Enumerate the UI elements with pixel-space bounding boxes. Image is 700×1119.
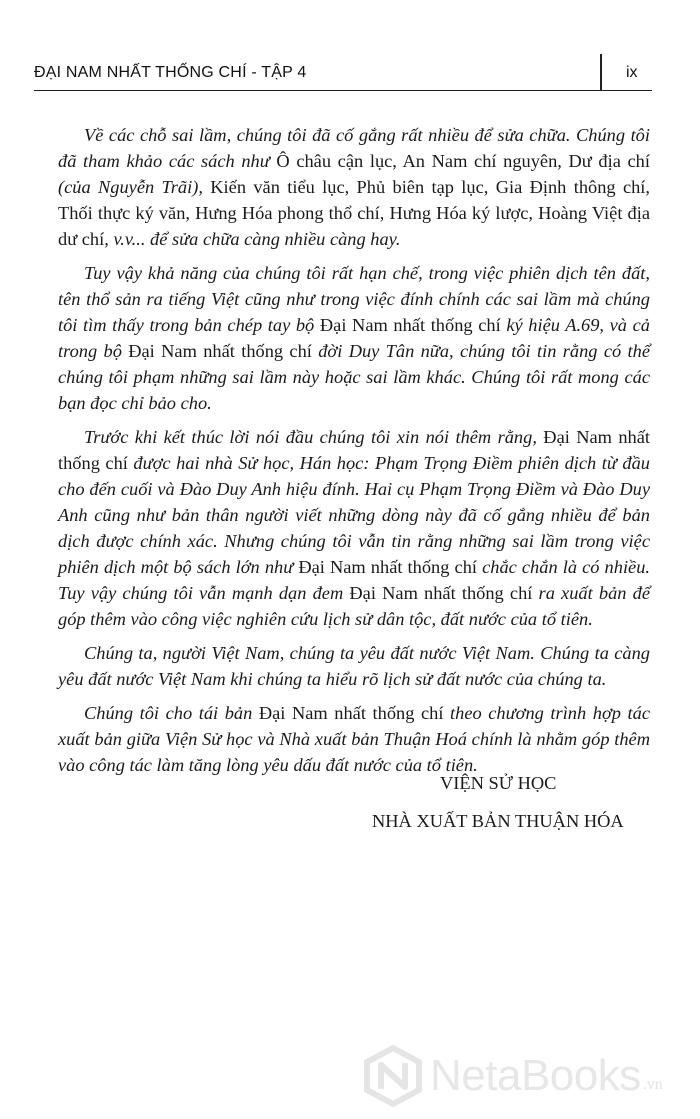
signature-block <box>360 764 650 840</box>
text-run: Đại Nam nhất thống chí <box>349 583 539 603</box>
page-number: ix <box>626 64 638 81</box>
text-run: Về các chỗ sai lầm, chúng tôi đã cố gắng rất nhiều để sửa chữa. Chúng tôi đã tham khảo các sách như <box>58 125 650 171</box>
body-text <box>58 122 650 786</box>
watermark-text: NetaBooks <box>430 1051 641 1100</box>
paragraph-3 <box>58 424 650 632</box>
signature-line-institute: VIỆN SỬ HỌC <box>440 773 557 793</box>
text-run: Kiến văn tiểu lục, Phủ biên tạp lục, Gia Định thông chí, Thối thực ký văn, Hưng Hóa phong thổ chí, Hưng Hóa ký lược, Hoàng Việt địa dư chí, <box>58 177 651 249</box>
text-run: Chúng tôi cho tái bản <box>84 703 259 723</box>
watermark <box>362 1046 663 1106</box>
header-divider <box>600 54 602 90</box>
text-run: Đại Nam nhất thống chí <box>258 703 451 723</box>
text-run: Trước khi kết thúc lời nói đầu chúng tôi xin nói thêm rằng, <box>84 427 544 447</box>
text-run: v.v... để sửa chữa càng nhiều càng hay. <box>113 229 401 249</box>
paragraph-4 <box>58 640 650 692</box>
text-run: Tuy vậy khả năng của chúng tôi rất hạn chế, trong việc phiên dịch tên đất, tên thổ sản ra tiếng Việt cũng như trong việc đính chính các sai lầm mà chúng tôi tìm thấy trong bản chép tay bộ <box>58 263 650 335</box>
text-run: Đại Nam nhất thống chí <box>319 315 507 335</box>
text-run: Đại Nam nhất thống chí <box>58 427 651 473</box>
signature-line-publisher: NHÀ XUẤT BẢN THUẬN HÓA <box>372 811 624 831</box>
running-header-title: ĐẠI NAM NHẤT THỐNG CHÍ - TẬP 4 <box>34 64 307 81</box>
text-run: ra xuất bản để góp thêm vào công việc nghiên cứu lịch sử dân tộc, đất nước của tổ tiên. <box>58 583 650 629</box>
text-run: ký hiệu A.69, và cả trong bộ <box>58 315 650 361</box>
netabooks-logo-icon <box>362 1045 424 1107</box>
text-run: theo chương trình hợp tác xuất bản giữa Viện Sử học và Nhà xuất bản Thuận Hoá chính là nhằm góp thêm vào công tác làm tăng lòng yêu dấu đất nước của tổ tiên. <box>58 703 650 775</box>
text-run: Ô châu cận lục, An Nam chí nguyên, Dư địa chí <box>276 151 650 171</box>
text-run: (của Nguyễn Trãi), <box>58 177 211 197</box>
text-run: được hai nhà Sử học, Hán học: Phạm Trọng Điềm phiên dịch từ đầu cho đến cuối và Đào Duy Anh hiệu đính. Hai cụ Phạm Trọng Điềm và Đào Duy Anh cũng như bản thân người viết những dòng này đã cố gắng nhiều để bản dịch được chính xác. Nhưng chúng tôi vẫn tin rằng những sai lầm trong việc phiên dịch một bộ sách lớn như <box>58 453 650 577</box>
text-run: Chúng ta, người Việt Nam, chúng ta yêu đất nước Việt Nam. Chúng ta càng yêu đất nước Việt Nam khi chúng ta hiểu rõ lịch sử đất nước của chúng ta. <box>58 643 650 689</box>
header-rule <box>34 90 652 91</box>
watermark-suffix: .vn <box>642 1076 663 1093</box>
paragraph-1 <box>58 122 650 252</box>
text-run: chắc chắn là có nhiều. Tuy vậy chúng tôi vẫn mạnh dạn đem <box>58 557 651 603</box>
text-run: đời Duy Tân nữa, chúng tôi tin rằng có thể chúng tôi phạm những sai lầm này hoặc sai lầm khác. Chúng tôi rất mong các bạn đọc chỉ bảo cho. <box>58 341 650 413</box>
text-run: Đại Nam nhất thống chí <box>128 341 319 361</box>
paragraph-2 <box>58 260 650 416</box>
text-run: Đại Nam nhất thống chí <box>298 557 483 577</box>
